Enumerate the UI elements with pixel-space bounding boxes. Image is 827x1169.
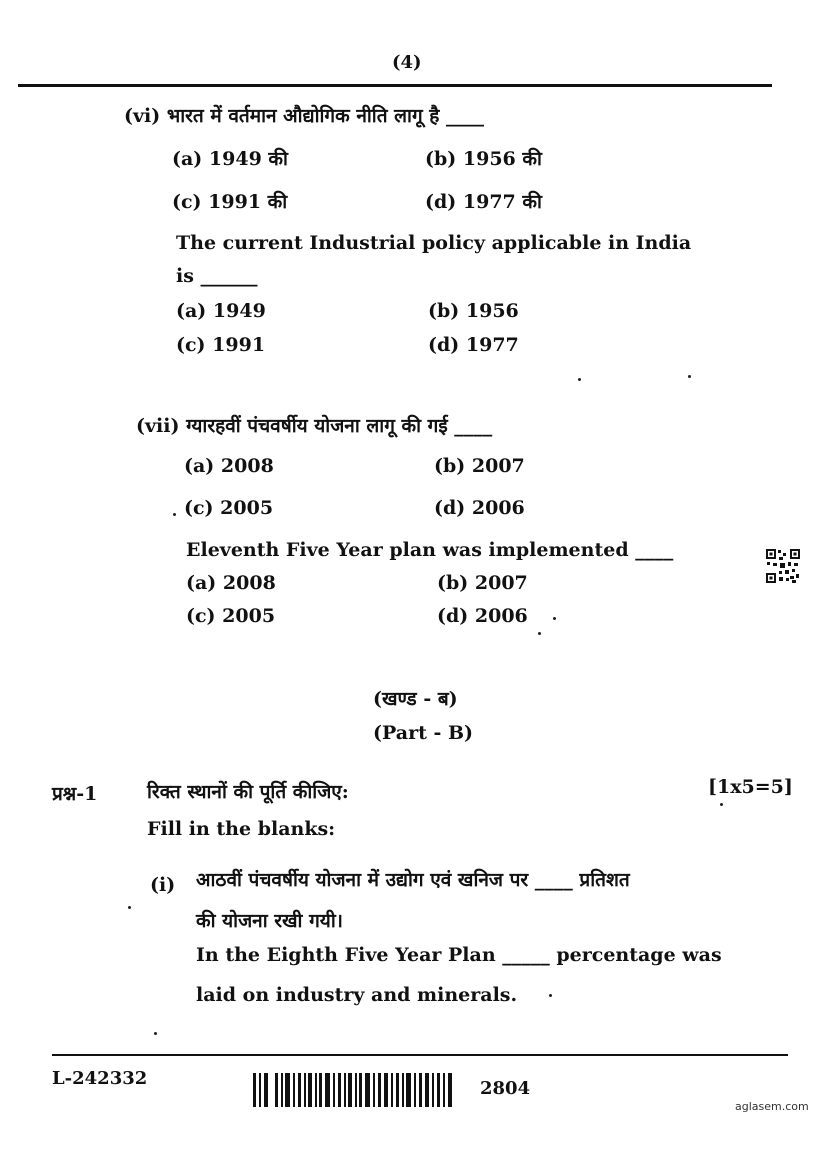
- q6-en-option-b: (b) 1956: [428, 300, 519, 322]
- page-number: (4): [392, 52, 422, 73]
- q6-hindi: (vi) भारत में वर्तमान औद्योगिक नीति लागू है ____: [124, 105, 484, 127]
- scan-speck: [688, 375, 691, 378]
- top-rule: [18, 84, 772, 87]
- question1-english: Fill in the blanks:: [147, 818, 336, 840]
- q7-english: Eleventh Five Year plan was implemented ____: [186, 539, 674, 561]
- question1-hindi: रिक्त स्थानों की पूर्ति कीजिए:: [147, 781, 349, 803]
- item-i-number: (i): [150, 874, 176, 896]
- item-i-hindi-line1: आठवीं पंचवर्षीय योजना में उद्योग एवं खनिज पर ____ प्रतिशत: [196, 869, 630, 891]
- q6-hi-option-d: (d) 1977 की: [425, 191, 542, 213]
- q7-en-option-d: (d) 2006: [437, 605, 528, 627]
- barcode-icon: [253, 1073, 453, 1107]
- q6-english-line1: The current Industrial policy applicable in India: [176, 232, 692, 254]
- scan-speck: [549, 994, 552, 997]
- question1-label: प्रश्न-1: [52, 783, 98, 805]
- scan-speck: [553, 617, 556, 620]
- item-i-hindi-line2: की योजना रखी गयी।: [196, 910, 343, 932]
- q6-hi-option-a: (a) 1949 की: [172, 148, 288, 170]
- item-i-english-line2: laid on industry and minerals.: [196, 984, 518, 1006]
- q7-hi-option-a: (a) 2008: [184, 455, 274, 477]
- part-b-english: (Part - B): [373, 722, 474, 744]
- scan-speck: [173, 513, 176, 516]
- footer-number: 2804: [480, 1078, 531, 1099]
- q6-en-option-d: (d) 1977: [428, 334, 519, 356]
- footer-code: L-242332: [52, 1068, 148, 1089]
- qr-code-icon: [765, 548, 801, 584]
- question1-marks: [1x5=5]: [708, 776, 793, 798]
- scan-speck: [720, 803, 723, 806]
- q6-english-line2: is ______: [176, 265, 258, 287]
- q7-en-option-b: (b) 2007: [437, 572, 528, 594]
- q6-hi-option-b: (b) 1956 की: [425, 148, 542, 170]
- q6-hi-option-c: (c) 1991 की: [172, 191, 288, 213]
- watermark: aglasem.com: [735, 1100, 809, 1113]
- q6-en-option-a: (a) 1949: [176, 300, 266, 322]
- q7-en-option-a: (a) 2008: [186, 572, 276, 594]
- scan-speck: [578, 378, 581, 381]
- bottom-rule: [52, 1054, 788, 1056]
- scan-speck: [128, 906, 131, 909]
- scan-speck: [154, 1032, 157, 1035]
- part-b-hindi: (खण्ड - ब): [373, 688, 458, 710]
- q7-hi-option-b: (b) 2007: [434, 455, 525, 477]
- q7-hi-option-d: (d) 2006: [434, 497, 525, 519]
- scan-speck: [538, 632, 541, 635]
- q6-en-option-c: (c) 1991: [176, 334, 266, 356]
- q7-hindi: (vii) ग्यारहवीं पंचवर्षीय योजना लागू की गई ____: [136, 415, 493, 437]
- item-i-english-line1: In the Eighth Five Year Plan _____ percentage was: [196, 944, 722, 966]
- q7-en-option-c: (c) 2005: [186, 605, 276, 627]
- q7-hi-option-c: (c) 2005: [184, 497, 274, 519]
